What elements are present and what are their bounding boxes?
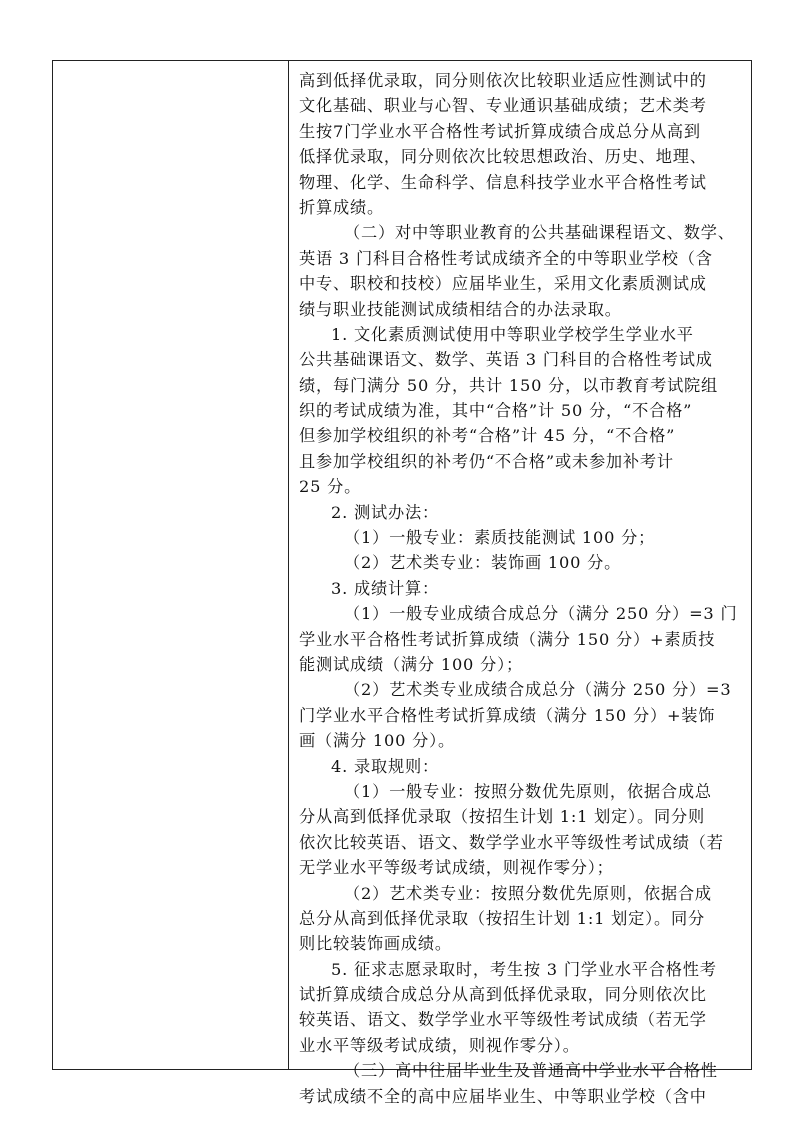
text-line: （二）对中等职业教育的公共基础课程语文、数学、	[344, 223, 735, 243]
text-line: （2）艺术类专业：按照分数优先原则，依据合成	[344, 883, 712, 903]
text-line: （1）一般专业：素质技能测试 100 分；	[344, 528, 656, 548]
text-line: 考试成绩不全的高中应届毕业生、中等职业学校（含中	[299, 1086, 707, 1106]
text-line: 3. 成绩计算：	[331, 578, 439, 598]
text-line: 且参加学校组织的补考仍“不合格”或未参加补考计	[299, 451, 674, 471]
content-table	[52, 60, 752, 1106]
table-left-cell	[53, 61, 289, 1069]
text-line: 英语 3 门科目合格性考试成绩齐全的中等职业学校（含	[299, 248, 713, 268]
text-line: 生按7门学业水平合格性考试折算成绩合成总分从高到	[299, 121, 701, 141]
text-line: 则比较装饰画成绩。	[299, 934, 452, 954]
text-line: 业水平等级考试成绩，则视作零分）。	[299, 1035, 580, 1055]
text-line: 物理、化学、生命科学、信息科技学业水平合格性考试	[299, 172, 707, 192]
text-line: 低择优录取，同分则依次比较思想政治、历史、地理、	[299, 147, 707, 167]
text-line: 折算成绩。	[299, 197, 384, 217]
text-line: 画（满分 100 分）。	[299, 731, 455, 751]
text-line: 但参加学校组织的补考“合格”计 45 分，“不合格”	[299, 426, 676, 446]
text-line: 学业水平合格性考试折算成绩（满分 150 分）+素质技	[299, 629, 716, 649]
text-line: 依次比较英语、语文、数学学业水平等级性考试成绩（若	[299, 832, 724, 852]
text-line: 较英语、语文、数学学业水平等级性考试成绩（若无学	[299, 1010, 707, 1030]
text-line: （2）艺术类专业成绩合成总分（满分 250 分）=3	[344, 680, 732, 700]
text-line: 高到低择优录取，同分则依次比较职业适应性测试中的	[299, 71, 707, 90]
text-line: 分从高到低择优录取（按招生计划 1:1 划定）。同分则	[299, 807, 705, 827]
text-line: 公共基础课语文、数学、英语 3 门科目的合格性考试成	[299, 350, 713, 370]
text-line: 1. 文化素质测试使用中等职业学校学生学业水平	[331, 324, 694, 344]
text-line: 25 分。	[299, 477, 362, 497]
text-line: 织的考试成绩为准，其中“合格”计 50 分，“不合格”	[299, 401, 693, 421]
text-line: 试折算成绩合成总分从高到低择优录取，同分则依次比	[299, 985, 707, 1005]
text-line: 绩，每门满分 50 分，共计 150 分，以市教育考试院组	[299, 375, 719, 395]
text-line: （2）艺术类专业：装饰画 100 分。	[344, 553, 622, 573]
text-line: （1）一般专业成绩合成总分（满分 250 分）=3 门	[344, 604, 738, 624]
table-right-cell	[289, 61, 751, 1106]
text-line: 5. 征求志愿录取时，考生按 3 门学业水平合格性考	[331, 959, 717, 979]
text-line: （1）一般专业：按照分数优先原则，依据合成总	[344, 781, 712, 801]
text-line: 无学业水平等级考试成绩，则视作零分）；	[299, 858, 614, 878]
text-line: 2. 测试办法：	[331, 502, 439, 522]
text-line: 门学业水平合格性考试折算成绩（满分 150 分）+装饰	[299, 705, 716, 725]
text-line: （三）高中往届毕业生及普通高中学业水平合格性	[344, 1061, 718, 1081]
text-line: 中专、职校和技校）应届毕业生，采用文化素质测试成	[299, 274, 707, 294]
text-line: 文化基础、职业与心智、专业通识基础成绩；艺术类考	[299, 96, 707, 116]
text-line: 总分从高到低择优录取（按招生计划 1:1 划定）。同分	[299, 908, 705, 928]
text-line: 4. 录取规则：	[331, 756, 439, 776]
text-line: 能测试成绩（满分 100 分）；	[299, 654, 523, 674]
text-line: 绩与职业技能测试成绩相结合的办法录取。	[299, 299, 622, 319]
